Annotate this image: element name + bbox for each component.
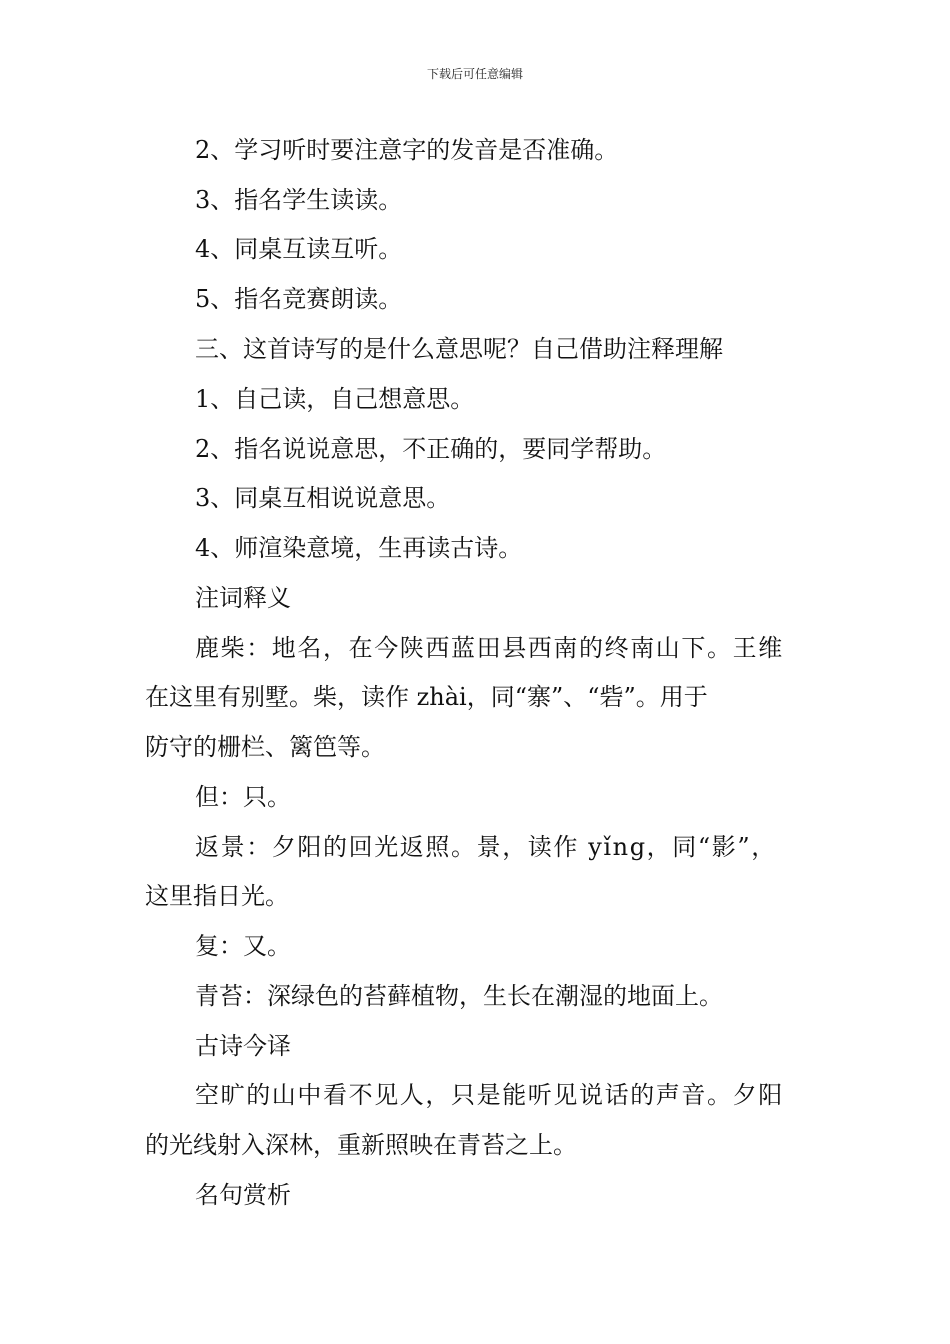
paragraph-line: 复：又。	[195, 932, 291, 960]
paragraph-line: 5、指名竞赛朗读。	[195, 285, 403, 313]
paragraph-line: 这里指日光。	[145, 882, 289, 910]
section-heading: 三、这首诗写的是什么意思呢？自己借助注释理解	[195, 335, 723, 363]
paragraph-line: 4、师渲染意境，生再读古诗。	[195, 534, 523, 562]
paragraph-line: 的光线射入深林，重新照映在青苔之上。	[145, 1131, 577, 1159]
paragraph-line: 1、自己读，自己想意思。	[195, 385, 475, 413]
paragraph-line: 但：只。	[195, 783, 291, 811]
subheading-translation: 古诗今译	[195, 1032, 291, 1060]
page-header: 下载后可任意编辑	[426, 67, 523, 81]
paragraph-line: 在这里有别墅。柴，读作 zhài，同“寨”、“砦”。用于	[145, 683, 708, 711]
paragraph-line: 3、指名学生读读。	[195, 186, 403, 214]
paragraph-line: 鹿柴：地名，在今陕西蓝田县西南的终南山下。王维	[195, 634, 784, 662]
paragraph-line: 4、同桌互读互听。	[195, 235, 403, 263]
paragraph-line: 返景：夕阳的回光返照。景，读作 yǐng，同“影”，	[195, 833, 777, 861]
paragraph-line: 防守的栅栏、篱笆等。	[145, 733, 385, 761]
subheading-annotations: 注词释义	[195, 584, 291, 612]
paragraph-line: 青苔：深绿色的苔藓植物，生长在潮湿的地面上。	[195, 982, 723, 1010]
paragraph-line: 3、同桌互相说说意思。	[195, 484, 451, 512]
paragraph-line: 2、指名说说意思，不正确的，要同学帮助。	[195, 435, 667, 463]
subheading-appreciation: 名句赏析	[195, 1181, 291, 1209]
paragraph-line: 空旷的山中看不见人，只是能听见说话的声音。夕阳	[195, 1081, 784, 1109]
paragraph-line: 2、学习听时要注意字的发音是否准确。	[195, 136, 619, 164]
